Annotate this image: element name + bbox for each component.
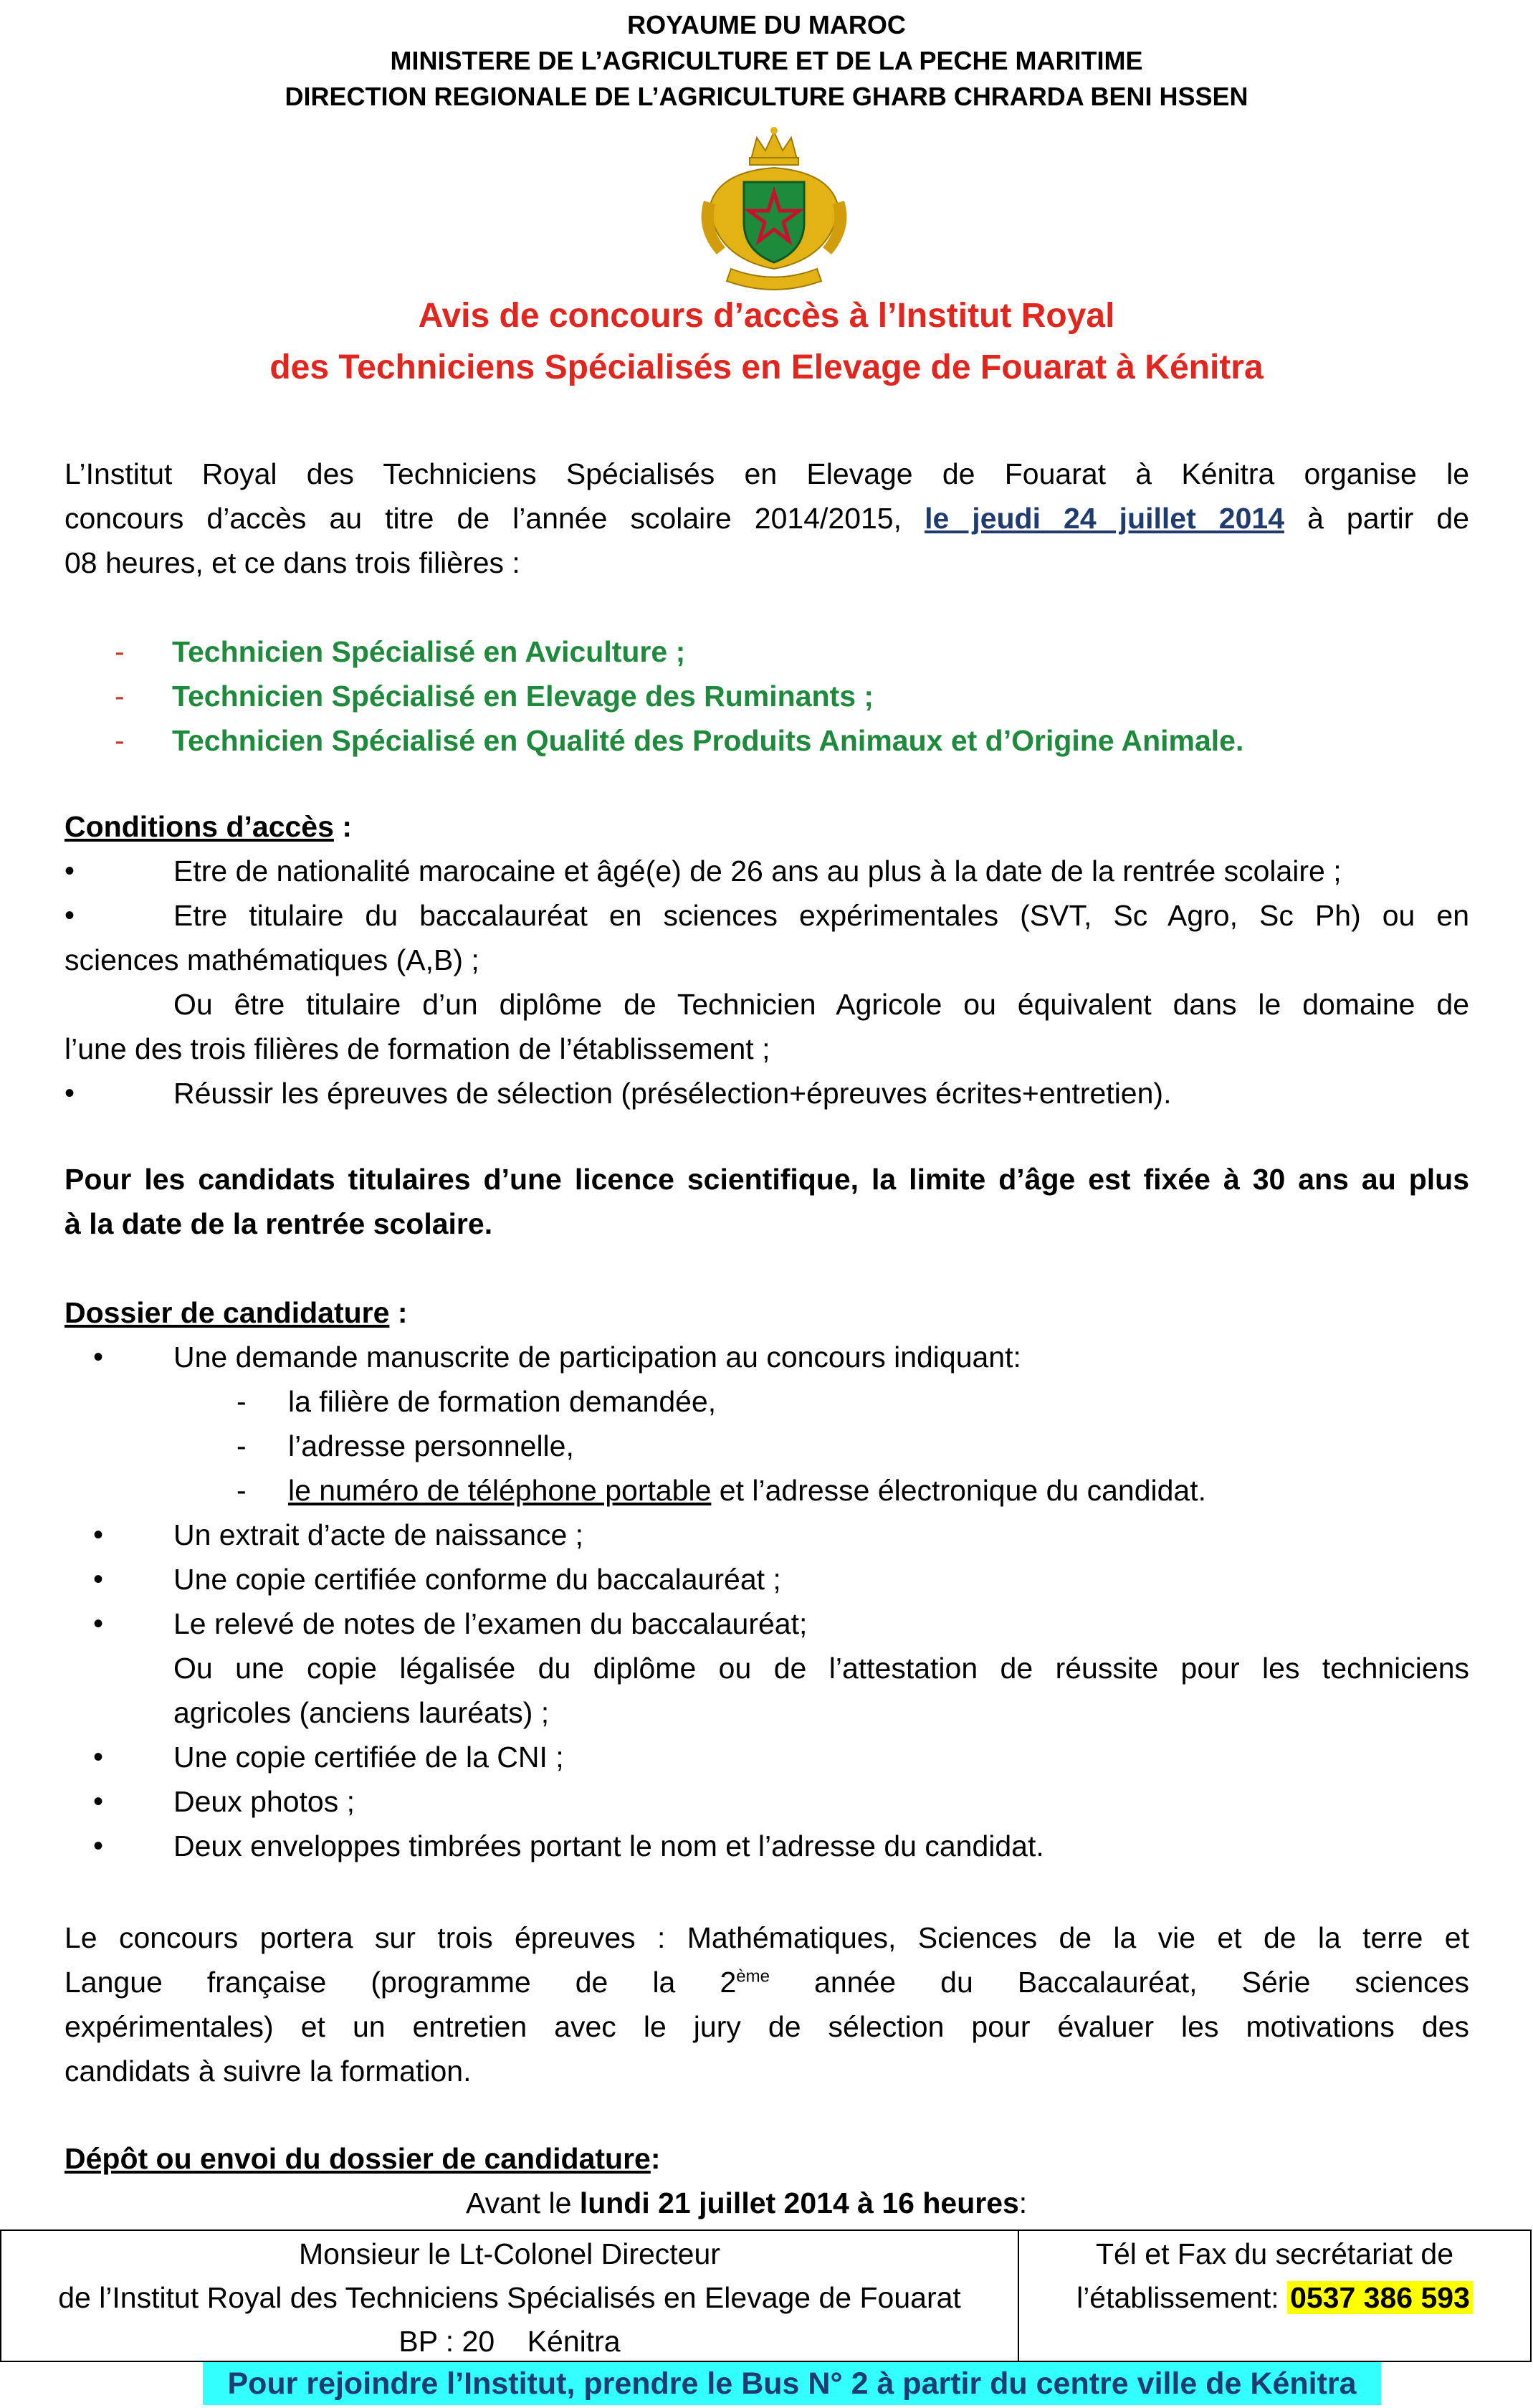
dossier-sub-item [65, 1424, 1469, 1468]
dossier-item-extrait [65, 1513, 1469, 1557]
contact-tel-line2 [1019, 2276, 1530, 2320]
dossier-demande-text: Une demande manuscrite de participation au concours indiquant: [173, 1341, 1021, 1374]
dossier-releve-alt-line1: Ou une copie légalisée du diplôme ou de l’attestation de réussite pour les techniciens [173, 1652, 1469, 1685]
dossier-sub-telephone: le numéro de téléphone portable [288, 1474, 712, 1507]
depot-heading: Dépôt ou envoi du dossier de candidature [65, 2142, 651, 2175]
condition-epreuves [65, 1071, 1469, 1115]
notice-title [0, 290, 1533, 394]
bullet-icon: • [93, 1519, 104, 1551]
intro-line1: L’Institut Royal des Techniciens Spécialisés en Elevage de Fouarat à Kénitra organise le [65, 457, 1469, 490]
licence-note-line2: à la date de la rentrée scolaire. [65, 1207, 493, 1240]
dossier-sub-item [65, 1379, 1469, 1424]
licence-note [65, 1157, 1469, 1246]
filieres-list [115, 629, 1476, 763]
bullet-icon: • [65, 900, 75, 931]
dossier-item-enveloppes [65, 1824, 1469, 1868]
royal-coat-of-arms-icon [688, 122, 860, 294]
epreuves-line1: Le concours portera sur trois épreuves : Mathématiques, Sciences de la vie et de la terre et [65, 1921, 1469, 1954]
condition-bac-alt-line2: l’une des trois filières de formation de l’établissement ; [65, 1032, 770, 1065]
dossier-sub-adresse: l’adresse personnelle, [288, 1429, 574, 1462]
condition-nationality-text: Etre de nationalité marocaine et âgé(e) de 26 ans au plus à la date de la rentrée scolaire ; [173, 855, 1342, 887]
filiere-aviculture: Technicien Spécialisé en Aviculture ; [172, 635, 686, 668]
list-dash: - [237, 1429, 247, 1462]
conditions-heading-row [65, 804, 1469, 849]
dossier-sub-item [65, 1468, 1469, 1513]
bullet-icon: • [93, 1341, 104, 1373]
intro-line2-after: à partir de [1307, 502, 1469, 535]
dossier-section [65, 1290, 1469, 1868]
bullet-icon: • [65, 855, 75, 887]
list-dash: - [115, 680, 125, 713]
contact-addr-line1: Monsieur le Lt-Colonel Directeur [299, 2237, 720, 2270]
contact-tel-label: l’établissement: [1076, 2281, 1279, 2314]
intro-line2-before: concours d’accès au titre de l’année scolaire 2014/2015, [65, 502, 902, 535]
filiere-ruminants: Technicien Spécialisé en Elevage des Ruminants ; [172, 680, 874, 713]
epreuves-line3: expérimentales) et un entretien avec le jury de sélection pour évaluer les motivations des [65, 2010, 1469, 2043]
contact-table [0, 2229, 1532, 2362]
list-dash: - [237, 1474, 247, 1507]
condition-bac-line1: Etre titulaire du baccalauréat en sciences expérimentales (SVT, Sc Agro, Sc Ph) ou en [173, 899, 1469, 932]
dossier-heading: Dossier de candidature [65, 1296, 390, 1329]
bullet-icon: • [93, 1830, 104, 1862]
dossier-item-copie-bac [65, 1557, 1469, 1602]
dossier-extrait-text: Un extrait d’acte de naissance ; [173, 1518, 584, 1551]
list-dash: - [237, 1385, 247, 1418]
notice-title-line1: Avis de concours d’accès à l’Institut Royal [418, 297, 1115, 335]
contact-phone-cell [1019, 2231, 1530, 2361]
condition-bac-alt-line1: Ou être titulaire d’un diplôme de Technicien Agricole ou équivalent dans le domaine de [173, 988, 1469, 1021]
contact-tel-line1: Tél et Fax du secrétariat de [1095, 2237, 1454, 2270]
condition-epreuves-text: Réussir les épreuves de sélection (présélection+épreuves écrites+entretien). [173, 1077, 1172, 1110]
dossier-sub-filiere: la filière de formation demandée, [288, 1385, 717, 1418]
depot-section [65, 2136, 1469, 2225]
dossier-copie-bac-text: Une copie certifiée conforme du baccalauréat ; [173, 1563, 781, 1596]
dossier-item-demande [65, 1335, 1469, 1379]
contact-addr-line2: de l’Institut Royal des Techniciens Spécialisés en Elevage de Fouarat [58, 2281, 961, 2314]
epreuves-superscript: ème [736, 1966, 770, 1986]
bullet-icon: • [93, 1741, 104, 1773]
dossier-releve-alt-line2: agricoles (anciens lauréats) ; [173, 1696, 550, 1729]
deadline-before: Avant le [466, 2186, 580, 2219]
letterhead-direction: DIRECTION REGIONALE DE L’AGRICULTURE GHARB CHRARDA BENI HSSEN [285, 82, 1248, 111]
depot-deadline [65, 2181, 1469, 2225]
dossier-releve-text: Le relevé de notes de l’examen du baccalauréat; [173, 1607, 808, 1640]
dossier-item-photos [65, 1779, 1469, 1824]
deadline-after: : [1018, 2186, 1028, 2219]
condition-nationality [65, 849, 1469, 893]
letterhead-kingdom: ROYAUME DU MAROC [627, 10, 906, 39]
dossier-item-releve [65, 1602, 1469, 1646]
licence-note-line1: Pour les candidats titulaires d’une licence scientifique, la limite d’âge est fixée à 30 ans au plus [65, 1163, 1469, 1196]
intro-line3: 08 heures, et ce dans trois filières : [65, 546, 520, 579]
dossier-cni-text: Une copie certifiée de la CNI ; [173, 1741, 564, 1774]
epreuves-paragraph [65, 1916, 1469, 2093]
dossier-sub-email: et l’adresse électronique du candidat. [711, 1474, 1207, 1507]
epreuves-line2-before: Langue française (programme de la 2 [65, 1966, 737, 1999]
epreuves-line2-after: année du Baccalauréat, Série sciences [769, 1966, 1469, 1999]
intro-line2 [65, 496, 1469, 541]
list-dash: - [115, 724, 125, 757]
contact-address-cell [1, 2231, 1019, 2361]
depot-heading-row [65, 2136, 1469, 2181]
depot-colon: : [650, 2142, 661, 2175]
letterhead [0, 7, 1533, 115]
condition-bac [65, 893, 1469, 938]
epreuves-line4: candidats à suivre la formation. [65, 2055, 472, 2088]
condition-bac-line2: sciences mathématiques (A,B) ; [65, 943, 479, 976]
dossier-colon: : [389, 1296, 408, 1329]
bus-directions-banner: Pour rejoindre l’Institut, prendre le Bus N° 2 à partir du centre ville de Kénitra [203, 2362, 1381, 2405]
conditions-section [65, 804, 1469, 1115]
phone-number[interactable]: 0537 386 593 [1287, 2281, 1473, 2314]
bullet-icon: • [65, 1077, 75, 1109]
filiere-item [115, 674, 1476, 718]
deadline-date: lundi 21 juillet 2014 à 16 heures [579, 2186, 1019, 2219]
filiere-item [115, 718, 1476, 763]
bullet-icon: • [93, 1564, 104, 1595]
list-dash: - [115, 635, 125, 668]
epreuves-line2 [65, 1960, 1469, 2004]
dossier-item-cni [65, 1735, 1469, 1779]
contact-addr-line3: BP : 20 Kénitra [398, 2325, 621, 2358]
conditions-heading: Conditions d’accès [65, 810, 334, 843]
filiere-qualite: Technicien Spécialisé en Qualité des Produits Animaux et d’Origine Animale. [172, 724, 1244, 757]
dossier-enveloppes-text: Deux enveloppes timbrées portant le nom et l’adresse du candidat. [173, 1829, 1044, 1862]
bullet-icon: • [93, 1786, 104, 1817]
notice-title-line2: des Techniciens Spécialisés en Elevage de Fouarat à Kénitra [269, 348, 1264, 386]
bullet-icon: • [93, 1608, 104, 1640]
letterhead-ministry: MINISTERE DE L’AGRICULTURE ET DE LA PECHE MARITIME [390, 46, 1143, 75]
dossier-photos-text: Deux photos ; [173, 1785, 355, 1818]
intro-paragraph [65, 452, 1469, 585]
dossier-heading-row [65, 1290, 1469, 1335]
conditions-colon: : [333, 810, 352, 843]
concours-date-link[interactable]: le jeudi 24 juillet 2014 [925, 502, 1285, 535]
filiere-item [115, 629, 1476, 674]
